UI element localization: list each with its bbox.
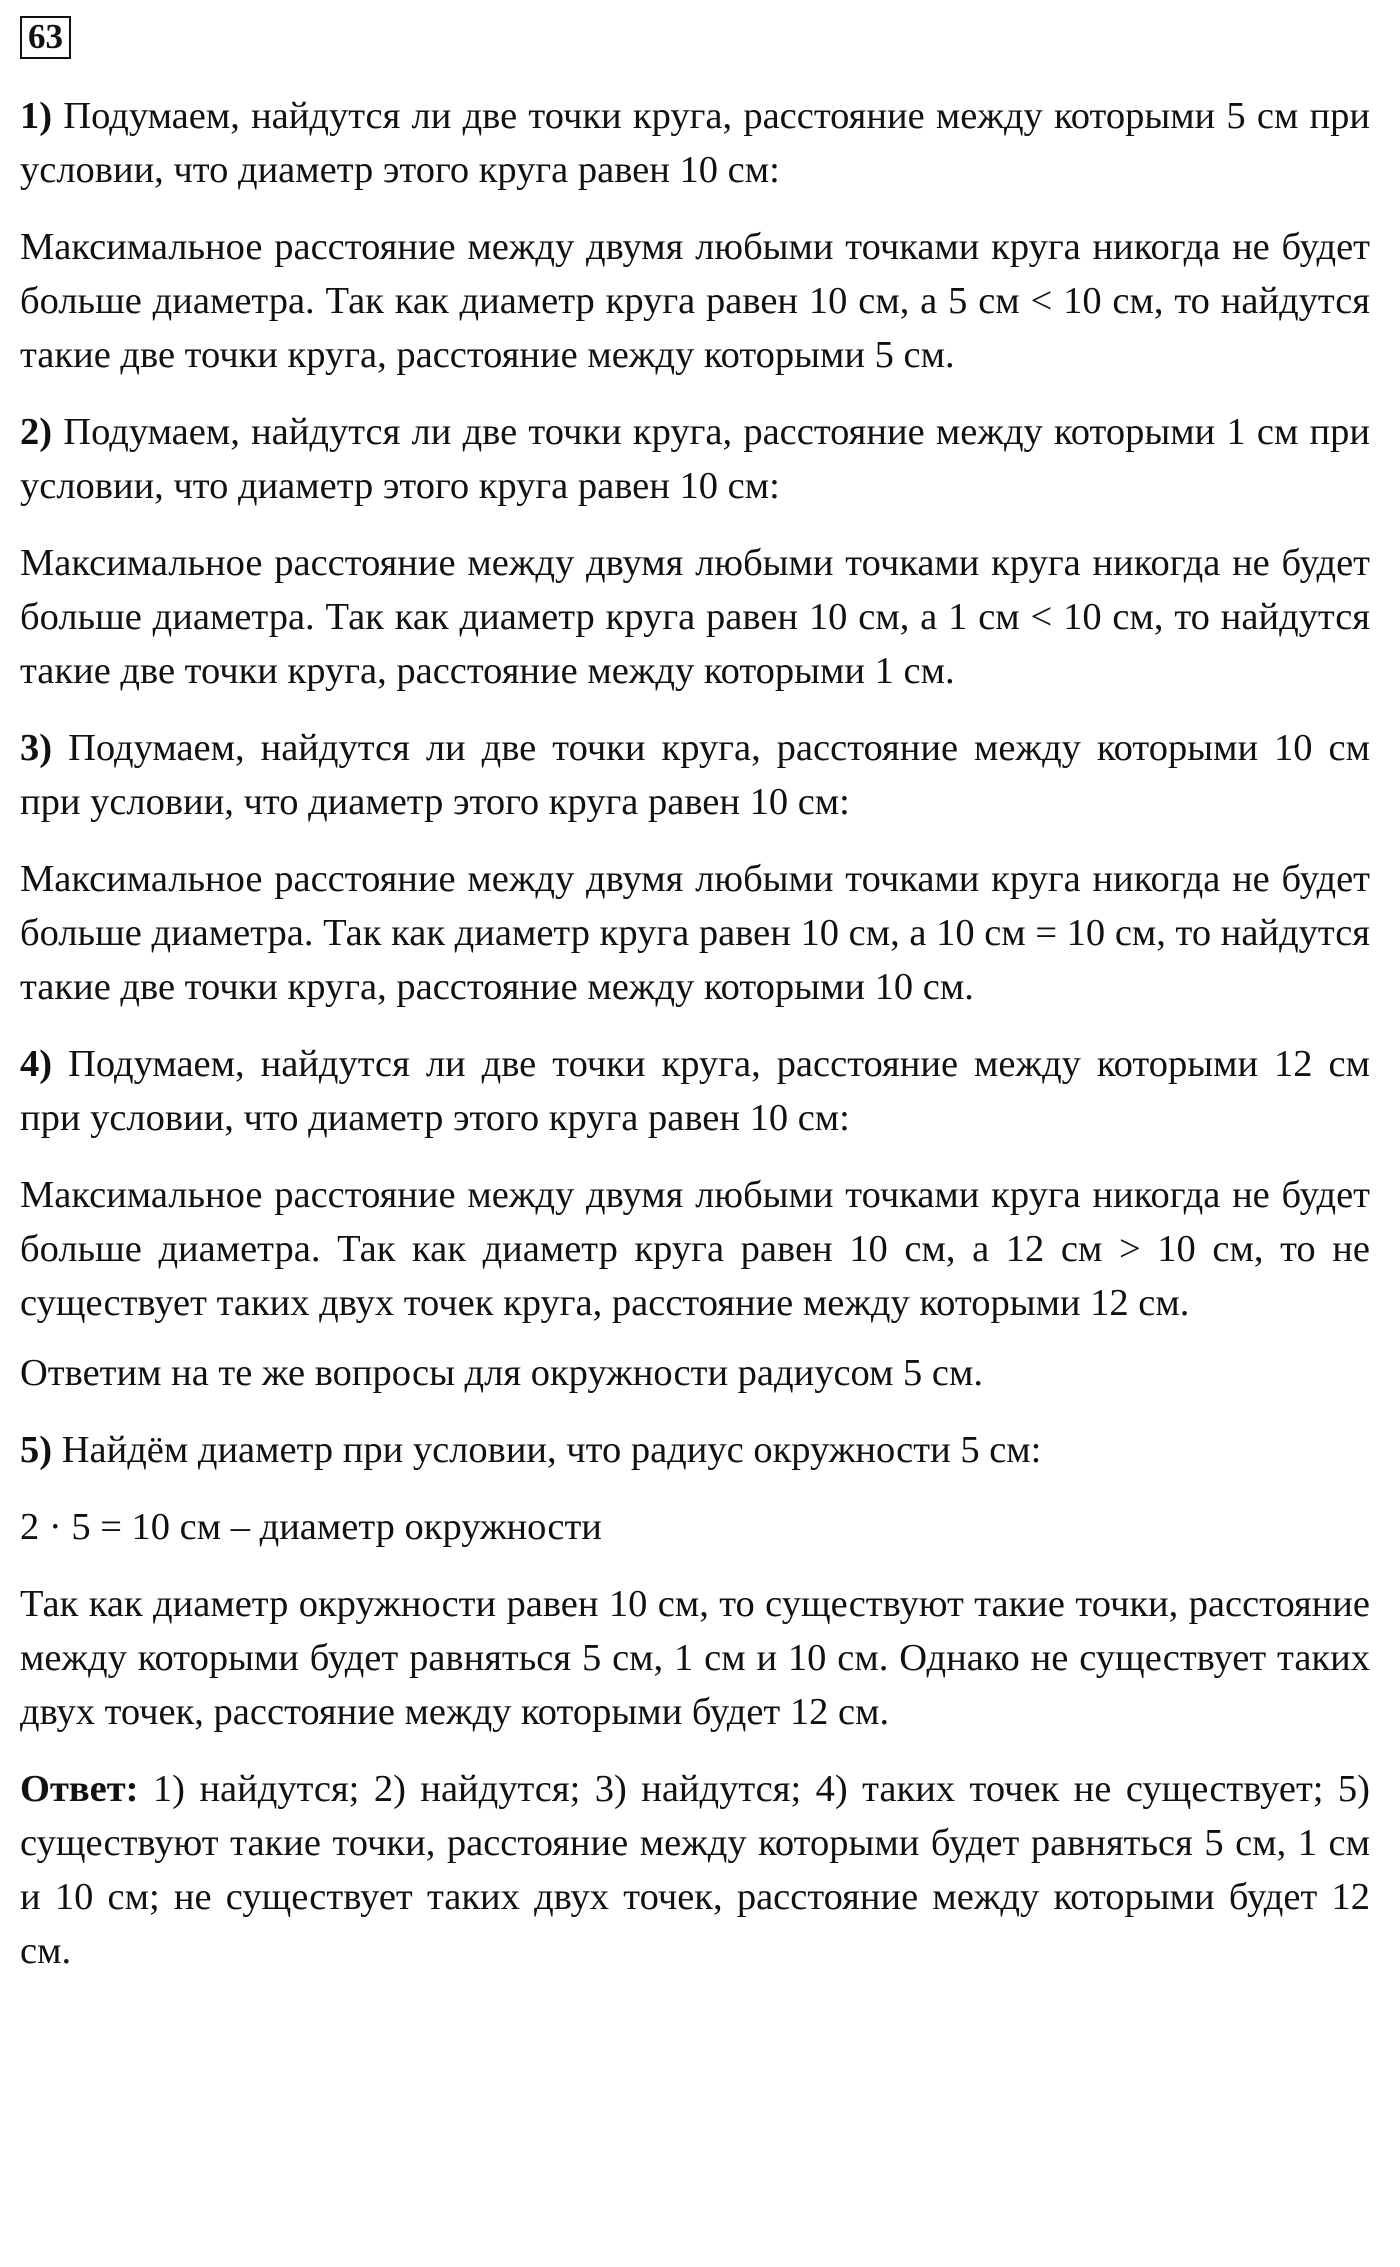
part-5-explanation xyxy=(20,1577,1370,1739)
paragraph-text: 1) найдутся; 2) найдутся; 3) найдутся; 4) таких точек не существует; 5) существуют такие точки, расстояние между которыми будет равняться 5 см, 1 см и 10 см; не существует таких двух точек, расстояние между которыми будет 12 см. xyxy=(20,1768,1370,1972)
paragraph-text: Подумаем, найдутся ли две точки круга, расстояние между которыми 10 см при условии, что диаметр этого круга равен 10 см: xyxy=(20,727,1370,823)
part-label: 5) xyxy=(20,1429,53,1471)
paragraph-text: Максимальное расстояние между двумя любыми точками круга никогда не будет больше диаметра. Так как диаметр круга равен 10 см, а 12 см > 10 см, то не существует таких двух точек круга, расстояние между которыми 12 см. xyxy=(20,1174,1370,1324)
part-1-question xyxy=(20,89,1370,197)
answer-paragraph xyxy=(20,1762,1370,1978)
transition-sentence xyxy=(20,1346,1370,1400)
paragraph-text: Подумаем, найдутся ли две точки круга, расстояние между которыми 12 см при условии, что диаметр этого круга равен 10 см: xyxy=(20,1043,1370,1139)
paragraph-text: Максимальное расстояние между двумя любыми точками круга никогда не будет больше диаметра. Так как диаметр круга равен 10 см, а 10 см = 10 см, то найдутся такие две точки круга, расстояние между которыми 10 см. xyxy=(20,858,1370,1008)
paragraph-text: Максимальное расстояние между двумя любыми точками круга никогда не будет больше диаметра. Так как диаметр круга равен 10 см, а 1 см < 10 см, то найдутся такие две точки круга, расстояние между которыми 1 см. xyxy=(20,542,1370,692)
part-2-question xyxy=(20,405,1370,513)
part-3-question xyxy=(20,721,1370,829)
part-label: 1) xyxy=(20,95,53,137)
part-5-calculation xyxy=(20,1500,1370,1554)
part-1-explanation xyxy=(20,220,1370,382)
paragraph-text: Найдём диаметр при условии, что радиус окружности 5 см: xyxy=(52,1429,1042,1471)
part-3-explanation xyxy=(20,852,1370,1014)
paragraph-text: Так как диаметр окружности равен 10 см, то существуют такие точки, расстояние между которыми будет равняться 5 см, 1 см и 10 см. Однако не существует таких двух точек, расстояние между которыми будет 12 см. xyxy=(20,1583,1370,1733)
paragraph-text: Подумаем, найдутся ли две точки круга, расстояние между которыми 5 см при условии, что диаметр этого круга равен 10 см: xyxy=(20,95,1370,191)
part-2-explanation xyxy=(20,536,1370,698)
paragraph-text: 2 · 5 = 10 см – диаметр окружности xyxy=(20,1506,602,1548)
solution-page xyxy=(20,16,1370,2001)
part-label: 4) xyxy=(20,1043,53,1085)
part-4-question xyxy=(20,1037,1370,1145)
part-5-question xyxy=(20,1423,1370,1477)
paragraph-text: Ответим на те же вопросы для окружности радиусом 5 см. xyxy=(20,1352,984,1394)
paragraph-text: Максимальное расстояние между двумя любыми точками круга никогда не будет больше диаметра. Так как диаметр круга равен 10 см, а 5 см < 10 см, то найдутся такие две точки круга, расстояние между которыми 5 см. xyxy=(20,226,1370,376)
answer-label: Ответ: xyxy=(20,1768,139,1810)
task-number-badge: 63 xyxy=(20,16,71,59)
part-label: 3) xyxy=(20,727,53,769)
paragraph-text: Подумаем, найдутся ли две точки круга, расстояние между которыми 1 см при условии, что диаметр этого круга равен 10 см: xyxy=(20,411,1370,507)
part-4-explanation xyxy=(20,1168,1370,1330)
part-label: 2) xyxy=(20,411,53,453)
